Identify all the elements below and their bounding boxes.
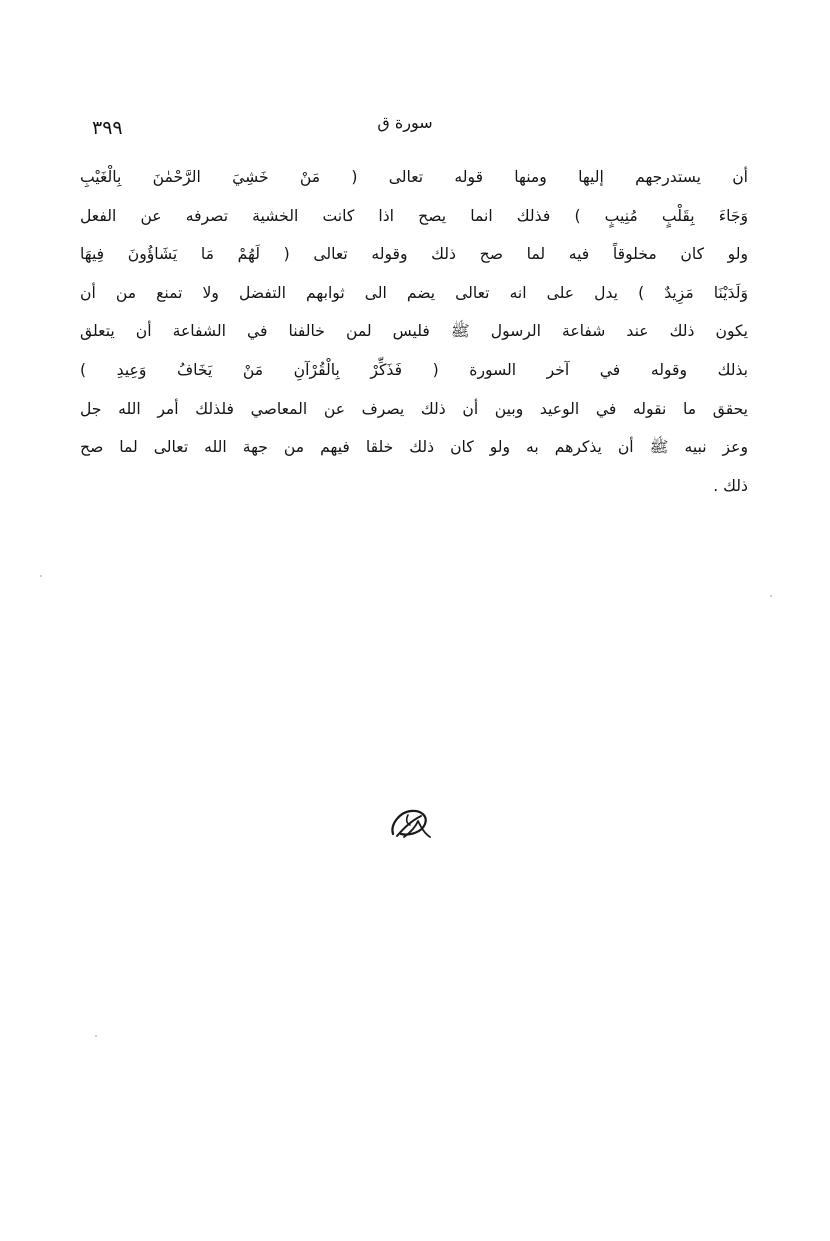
page-number: ٣٩٩ bbox=[92, 117, 123, 139]
scan-speck bbox=[40, 575, 42, 577]
body-text bbox=[80, 158, 748, 505]
text-line: وعز نبيه ﷺ أن يذكرهم به ولو كان ذلك خلقا فيهم من جهة الله تعالى لما صح bbox=[80, 438, 748, 457]
scan-speck bbox=[95, 1035, 97, 1037]
running-head: سورة ق bbox=[377, 113, 433, 132]
calligraphic-seal-icon bbox=[387, 803, 433, 843]
text-line: ولو كان مخلوقاً فيه لما صح ذلك وقوله تعالى ( لَهُمْ مَا يَشَاؤُونَ فِيهَا bbox=[80, 245, 748, 264]
text-line: أن يستدرجهم إليها ومنها قوله تعالى ( مَنْ خَشِيَ الرَّحْمٰنَ بِالْغَيْبِ bbox=[80, 168, 748, 186]
text-line: يحقق ما نقوله في الوعيد وبين أن ذلك يصرف عن المعاصي فلذلك أمر الله جل bbox=[80, 399, 748, 418]
text-line: وَجَاءَ بِقَلْبٍ مُنِيبٍ ) فذلك انما يصح اذا كانت الخشية تصرفه عن الفعل bbox=[80, 206, 748, 225]
text-line: وَلَدَيْنَا مَزِيدٌ ) يدل على انه تعالى يضم الى ثوابهم التفضل ولا تمنع من أن bbox=[80, 283, 748, 302]
scan-speck bbox=[770, 595, 772, 597]
text-line: بذلك وقوله في آخر السورة ( فَذَكِّرْ بِالْقُرْآنِ مَنْ يَخَافُ وَعِيدِ ) bbox=[80, 360, 748, 379]
text-line: يكون ذلك عند شفاعة الرسول ﷺ فليس لمن خالفنا في الشفاعة أن يتعلق bbox=[80, 322, 748, 341]
text-line: ذلك . bbox=[713, 476, 748, 495]
